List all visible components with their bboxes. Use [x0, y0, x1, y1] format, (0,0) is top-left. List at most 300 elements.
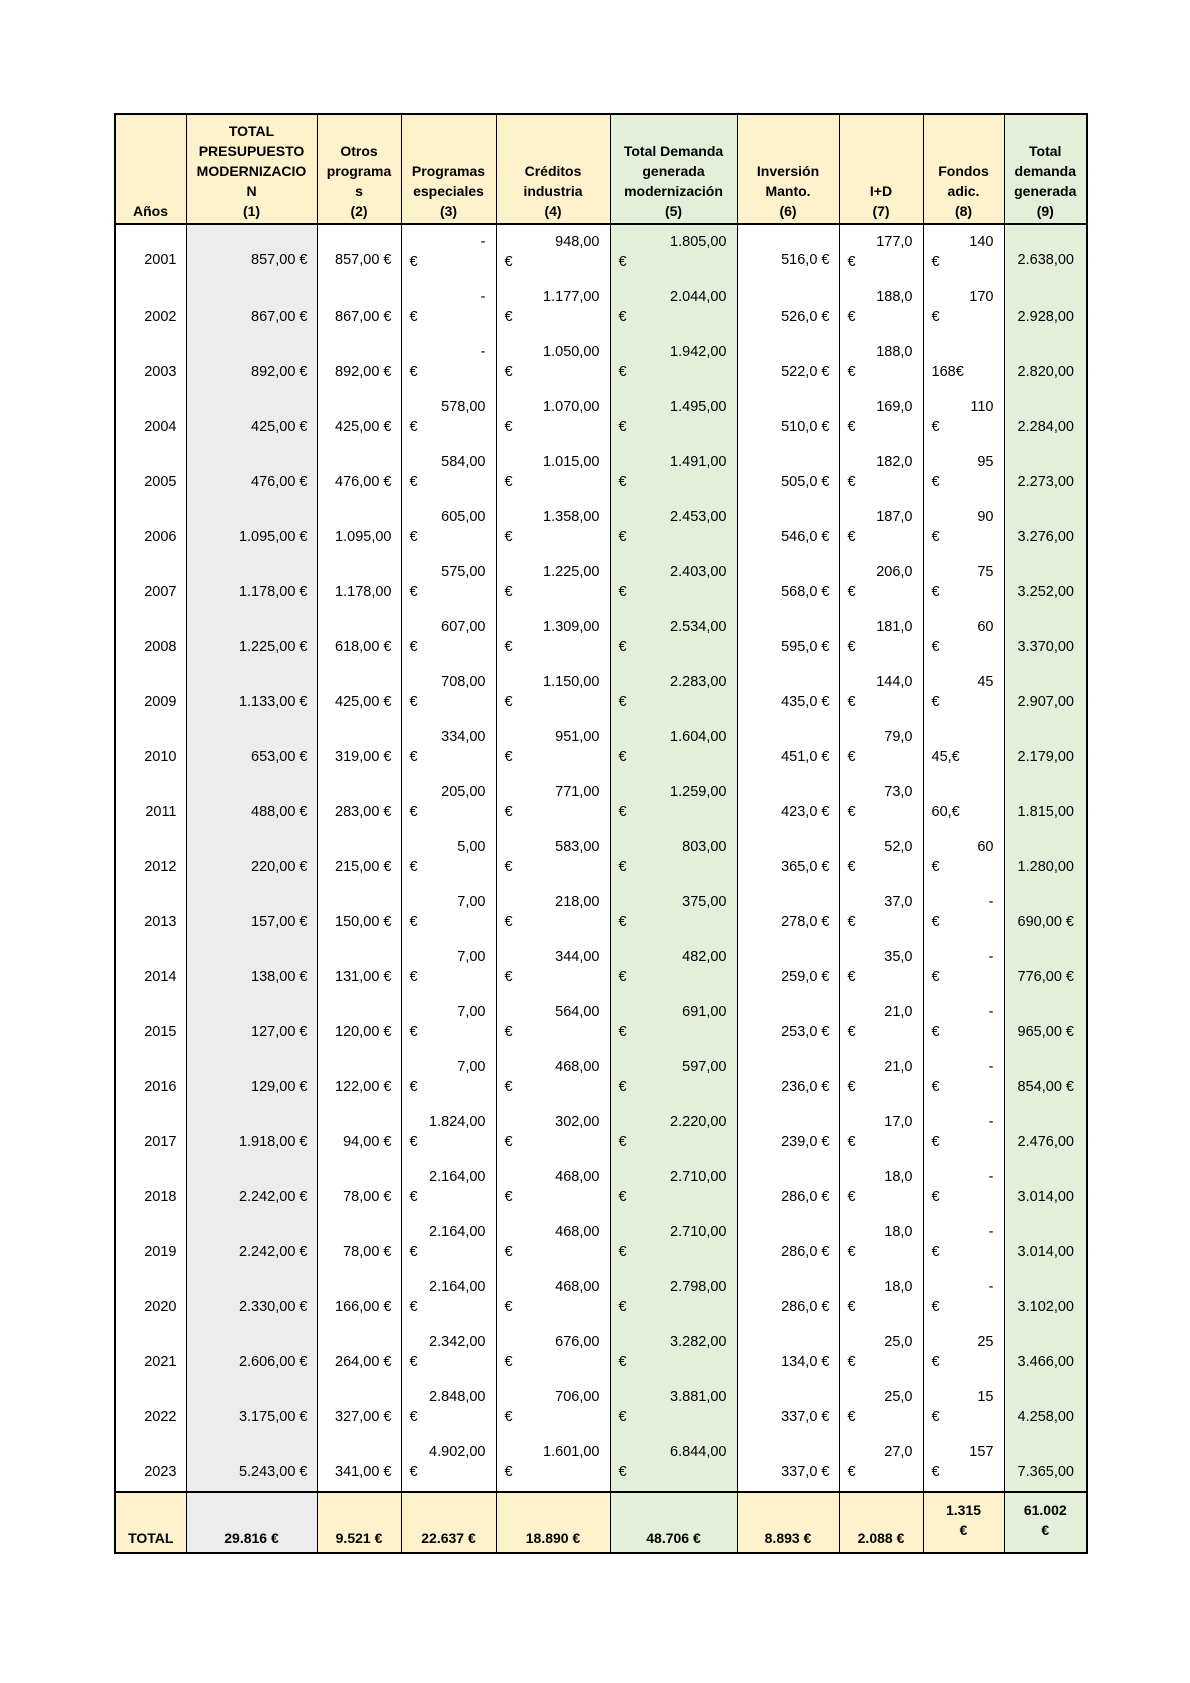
total-demanda-modernizacion-cell-bot: €: [618, 254, 627, 270]
otros-programas-cell: 215,00 €: [317, 832, 401, 887]
total-demanda-modernizacion-cell: [610, 282, 737, 337]
year-cell: 2010: [115, 722, 186, 777]
header-total-demanda-generada: [1004, 114, 1087, 224]
otros-programas-cell: 327,00 €: [317, 1382, 401, 1437]
i-d-cell: [839, 502, 923, 557]
header-total-demanda-modernizacion: [610, 114, 737, 224]
total-demanda-generada-cell: 776,00 €: [1004, 942, 1087, 997]
total-demanda-modernizacion-cell-top: 3.881,00: [670, 1389, 727, 1405]
total-demanda-generada-cell: 3.370,00: [1004, 612, 1087, 667]
creditos-industria-cell-bot: €: [504, 694, 513, 710]
programas-especiales-cell-bot: €: [409, 749, 418, 765]
programas-especiales-cell: [401, 722, 496, 777]
creditos-industria-cell-top: 1.177,00: [543, 289, 600, 305]
totals-totdem-top: 61.002: [1023, 1502, 1067, 1518]
i-d-cell: [839, 224, 923, 282]
fondos-adic-cell-top: [924, 782, 1004, 802]
header-line: I+D: [869, 183, 893, 199]
otros-programas-cell: 94,00 €: [317, 1107, 401, 1162]
fondos-adic-cell-top: [924, 342, 1004, 362]
year-cell: 2008: [115, 612, 186, 667]
total-demanda-modernizacion-cell-top: 2.403,00: [670, 564, 727, 580]
fondos-adic-cell-top: -: [988, 894, 994, 910]
i-d-cell-top: 37,0: [884, 894, 913, 910]
programas-especiales-cell: [401, 1107, 496, 1162]
total-demanda-modernizacion-cell-bot: €: [618, 1409, 627, 1425]
total-demanda-modernizacion-cell: [610, 224, 737, 282]
creditos-industria-cell-bot: €: [504, 584, 513, 600]
totals-label: TOTAL: [115, 1492, 186, 1553]
header-line: Total Demanda: [623, 143, 724, 159]
total-demanda-modernizacion-cell-top: 2.220,00: [670, 1114, 727, 1130]
fondos-adic-cell-bot: €: [931, 584, 940, 600]
total-demanda-modernizacion-cell: [610, 832, 737, 887]
i-d-cell: [839, 832, 923, 887]
inversion-manto-cell: 568,0 €: [737, 557, 839, 612]
year-cell: 2022: [115, 1382, 186, 1437]
creditos-industria-cell-bot: €: [504, 1189, 513, 1205]
fondos-adic-cell: [923, 1437, 1004, 1492]
fondos-adic-cell-bot: 168€: [931, 364, 964, 380]
creditos-industria-cell-top: 1.309,00: [543, 619, 600, 635]
creditos-industria-cell: [496, 447, 610, 502]
fondos-adic-cell: [923, 887, 1004, 942]
header-line: programa: [326, 163, 392, 179]
otros-programas-cell: 319,00 €: [317, 722, 401, 777]
fondos-adic-cell-top: -: [988, 1114, 994, 1130]
total-presupuesto-cell: 1.178,00 €: [186, 557, 317, 612]
i-d-cell: [839, 1437, 923, 1492]
inversion-manto-cell: 239,0 €: [737, 1107, 839, 1162]
total-demanda-modernizacion-cell-top: 6.844,00: [670, 1444, 727, 1460]
i-d-cell: [839, 997, 923, 1052]
programas-especiales-cell-top: 2.164,00: [429, 1224, 486, 1240]
inversion-manto-cell: 435,0 €: [737, 667, 839, 722]
i-d-cell-bot: €: [847, 1409, 856, 1425]
otros-programas-cell: 618,00 €: [317, 612, 401, 667]
creditos-industria-cell-top: 1.015,00: [543, 454, 600, 470]
programas-especiales-cell-top: 607,00: [441, 619, 486, 635]
total-demanda-generada-cell: 3.276,00: [1004, 502, 1087, 557]
inversion-manto-cell: 423,0 €: [737, 777, 839, 832]
total-demanda-modernizacion-cell: [610, 942, 737, 997]
inversion-manto-cell: 337,0 €: [737, 1382, 839, 1437]
programas-especiales-cell-top: 605,00: [441, 509, 486, 525]
fondos-adic-cell: [923, 1327, 1004, 1382]
fondos-adic-cell-top: -: [988, 1279, 994, 1295]
i-d-cell-bot: €: [847, 1189, 856, 1205]
total-demanda-generada-cell: 1.280,00: [1004, 832, 1087, 887]
programas-especiales-cell: [401, 224, 496, 282]
header-line: especiales: [413, 183, 484, 199]
programas-especiales-cell-bot: €: [409, 419, 418, 435]
total-presupuesto-cell: 2.242,00 €: [186, 1217, 317, 1272]
header-line: TOTAL: [228, 123, 275, 139]
i-d-cell-bot: €: [847, 1079, 856, 1095]
fondos-adic-cell-top: -: [988, 1169, 994, 1185]
total-presupuesto-cell: 138,00 €: [186, 942, 317, 997]
inversion-manto-cell: 595,0 €: [737, 612, 839, 667]
i-d-cell-top: 177,0: [876, 234, 913, 250]
header-line: (8): [954, 203, 973, 219]
total-demanda-modernizacion-cell: [610, 557, 737, 612]
programas-especiales-cell-bot: €: [409, 639, 418, 655]
totals-fondos-bot: €: [959, 1522, 968, 1538]
programas-especiales-cell: [401, 1272, 496, 1327]
total-demanda-modernizacion-cell-bot: €: [618, 1024, 627, 1040]
total-demanda-modernizacion-cell: [610, 337, 737, 392]
total-demanda-generada-cell: 2.284,00: [1004, 392, 1087, 447]
programas-especiales-cell-bot: €: [409, 1024, 418, 1040]
header-programas-especiales: [401, 114, 496, 224]
i-d-cell-top: 52,0: [884, 839, 913, 855]
header-i-d: [839, 114, 923, 224]
i-d-cell: [839, 337, 923, 392]
header-line: adic.: [947, 183, 980, 199]
i-d-cell-top: 17,0: [884, 1114, 913, 1130]
inversion-manto-cell: 278,0 €: [737, 887, 839, 942]
header-creditos-industria: [496, 114, 610, 224]
header-line: industria: [523, 183, 583, 199]
total-demanda-generada-cell: 7.365,00: [1004, 1437, 1087, 1492]
fondos-adic-cell-bot: €: [931, 1189, 940, 1205]
creditos-industria-cell: [496, 887, 610, 942]
total-presupuesto-cell: 857,00 €: [186, 224, 317, 282]
programas-especiales-cell: [401, 502, 496, 557]
total-demanda-generada-cell: 690,00 €: [1004, 887, 1087, 942]
i-d-cell-top: 187,0: [876, 509, 913, 525]
table-row: [115, 1162, 1087, 1217]
total-demanda-generada-cell: 4.258,00: [1004, 1382, 1087, 1437]
programas-especiales-cell-bot: €: [409, 584, 418, 600]
inversion-manto-cell: 451,0 €: [737, 722, 839, 777]
total-demanda-generada-cell: 3.466,00: [1004, 1327, 1087, 1382]
total-demanda-generada-cell: 2.907,00: [1004, 667, 1087, 722]
total-presupuesto-cell: 653,00 €: [186, 722, 317, 777]
total-presupuesto-cell: 488,00 €: [186, 777, 317, 832]
i-d-cell-bot: €: [847, 1134, 856, 1150]
inversion-manto-cell: 286,0 €: [737, 1217, 839, 1272]
total-demanda-modernizacion-cell-top: 691,00: [682, 1004, 727, 1020]
creditos-industria-cell: [496, 1327, 610, 1382]
total-demanda-generada-cell: 3.014,00: [1004, 1217, 1087, 1272]
inversion-manto-cell: 259,0 €: [737, 942, 839, 997]
i-d-cell-bot: €: [847, 529, 856, 545]
total-demanda-modernizacion-cell: [610, 612, 737, 667]
programas-especiales-cell: [401, 392, 496, 447]
programas-especiales-cell-top: 7,00: [457, 949, 486, 965]
creditos-industria-cell-bot: €: [504, 1244, 513, 1260]
i-d-cell: [839, 942, 923, 997]
programas-especiales-cell-top: 4.902,00: [429, 1444, 486, 1460]
programas-especiales-cell-top: 708,00: [441, 674, 486, 690]
total-demanda-modernizacion-cell-top: 2.283,00: [670, 674, 727, 690]
i-d-cell-bot: €: [847, 1354, 856, 1370]
fondos-adic-cell-top: 15: [977, 1389, 994, 1405]
table-row: [115, 1382, 1087, 1437]
creditos-industria-cell-bot: €: [504, 474, 513, 490]
total-demanda-modernizacion-cell: [610, 502, 737, 557]
inversion-manto-cell: 522,0 €: [737, 337, 839, 392]
i-d-cell-top: 25,0: [884, 1334, 913, 1350]
i-d-cell-bot: €: [847, 1464, 856, 1480]
fondos-adic-cell: [923, 1382, 1004, 1437]
programas-especiales-cell-bot: €: [409, 1189, 418, 1205]
otros-programas-cell: 283,00 €: [317, 777, 401, 832]
total-demanda-modernizacion-cell-top: 1.604,00: [670, 729, 727, 745]
i-d-cell: [839, 447, 923, 502]
i-d-cell-bot: €: [847, 309, 856, 325]
total-presupuesto-cell: 892,00 €: [186, 337, 317, 392]
creditos-industria-cell-bot: €: [504, 1079, 513, 1095]
total-demanda-modernizacion-cell: [610, 1107, 737, 1162]
programas-especiales-cell-bot: €: [409, 969, 418, 985]
year-cell: 2012: [115, 832, 186, 887]
i-d-cell-top: 27,0: [884, 1444, 913, 1460]
programas-especiales-cell-top: 575,00: [441, 564, 486, 580]
total-demanda-generada-cell: 965,00 €: [1004, 997, 1087, 1052]
i-d-cell: [839, 392, 923, 447]
total-demanda-modernizacion-cell-top: 2.044,00: [670, 289, 727, 305]
i-d-cell: [839, 887, 923, 942]
fondos-adic-cell-top: 140: [969, 234, 994, 250]
creditos-industria-cell-bot: €: [504, 419, 513, 435]
creditos-industria-cell-bot: €: [504, 1464, 513, 1480]
programas-especiales-cell: [401, 997, 496, 1052]
total-presupuesto-cell: 1.133,00 €: [186, 667, 317, 722]
fondos-adic-cell: [923, 997, 1004, 1052]
inversion-manto-cell: 286,0 €: [737, 1272, 839, 1327]
i-d-cell-bot: €: [847, 969, 856, 985]
creditos-industria-cell-top: 771,00: [555, 784, 600, 800]
creditos-industria-cell-bot: €: [504, 529, 513, 545]
header-line: (3): [439, 203, 458, 219]
total-demanda-modernizacion-cell-bot: €: [618, 1354, 627, 1370]
programas-especiales-cell: [401, 282, 496, 337]
header-line: Otros: [340, 143, 378, 159]
fondos-adic-cell: [923, 612, 1004, 667]
fondos-adic-cell-bot: €: [931, 474, 940, 490]
fondos-adic-cell: [923, 224, 1004, 282]
fondos-adic-cell: [923, 282, 1004, 337]
totals-inversion-manto: 8.893 €: [737, 1492, 839, 1553]
total-demanda-modernizacion-cell-top: 597,00: [682, 1059, 727, 1075]
table-row: [115, 1327, 1087, 1382]
year-cell: 2003: [115, 337, 186, 392]
budget-table: [114, 113, 1088, 1554]
i-d-cell: [839, 282, 923, 337]
i-d-cell-top: 18,0: [884, 1169, 913, 1185]
total-demanda-modernizacion-cell-bot: €: [618, 1244, 627, 1260]
programas-especiales-cell-bot: €: [409, 1464, 418, 1480]
i-d-cell-bot: €: [847, 584, 856, 600]
programas-especiales-cell-top: 2.164,00: [429, 1279, 486, 1295]
programas-especiales-cell-top: 584,00: [441, 454, 486, 470]
programas-especiales-cell-top: 334,00: [441, 729, 486, 745]
otros-programas-cell: 857,00 €: [317, 224, 401, 282]
fondos-adic-cell-bot: €: [931, 1024, 940, 1040]
total-demanda-modernizacion-cell-bot: €: [618, 1134, 627, 1150]
creditos-industria-cell-top: 468,00: [555, 1279, 600, 1295]
total-demanda-generada-cell: 2.820,00: [1004, 337, 1087, 392]
total-presupuesto-cell: 127,00 €: [186, 997, 317, 1052]
fondos-adic-cell: [923, 1217, 1004, 1272]
creditos-industria-cell-top: 468,00: [555, 1224, 600, 1240]
otros-programas-cell: 131,00 €: [317, 942, 401, 997]
totals-total-demanda-generada: [1004, 1492, 1087, 1553]
total-demanda-generada-cell: 3.102,00: [1004, 1272, 1087, 1327]
fondos-adic-cell-bot: €: [931, 1134, 940, 1150]
otros-programas-cell: 1.178,00: [317, 557, 401, 612]
totals-total-demanda-modernizacion: 48.706 €: [610, 1492, 737, 1553]
programas-especiales-cell: [401, 777, 496, 832]
header-line: (5): [664, 203, 683, 219]
totals-row: [115, 1492, 1087, 1553]
creditos-industria-cell: [496, 1272, 610, 1327]
creditos-industria-cell-top: 344,00: [555, 949, 600, 965]
header-line: demanda: [1014, 163, 1076, 179]
programas-especiales-cell-top: 5,00: [457, 839, 486, 855]
fondos-adic-cell-top: 95: [977, 454, 994, 470]
total-presupuesto-cell: 157,00 €: [186, 887, 317, 942]
i-d-cell: [839, 722, 923, 777]
programas-especiales-cell: [401, 1052, 496, 1107]
i-d-cell-top: 144,0: [876, 674, 913, 690]
total-demanda-modernizacion-cell: [610, 777, 737, 832]
fondos-adic-cell: [923, 557, 1004, 612]
total-demanda-modernizacion-cell-top: 482,00: [682, 949, 727, 965]
header-line: s: [355, 183, 363, 199]
header-line: Programas: [411, 163, 486, 179]
header-fondos-adic: [923, 114, 1004, 224]
creditos-industria-cell: [496, 997, 610, 1052]
table-row: [115, 1217, 1087, 1272]
fondos-adic-cell: [923, 722, 1004, 777]
fondos-adic-cell-top: 60: [977, 619, 994, 635]
header-line: Inversión: [756, 163, 820, 179]
i-d-cell-bot: €: [847, 419, 856, 435]
year-cell: 2001: [115, 224, 186, 282]
header-otros-programas: [317, 114, 401, 224]
table-row: [115, 777, 1087, 832]
programas-especiales-cell-bot: €: [409, 529, 418, 545]
creditos-industria-cell-bot: €: [504, 309, 513, 325]
header-line: generada: [1014, 183, 1077, 199]
creditos-industria-cell-top: 1.150,00: [543, 674, 600, 690]
table-row: [115, 392, 1087, 447]
year-cell: 2019: [115, 1217, 186, 1272]
creditos-industria-cell: [496, 1437, 610, 1492]
creditos-industria-cell-bot: €: [504, 1299, 513, 1315]
programas-especiales-cell-bot: €: [409, 364, 418, 380]
total-demanda-modernizacion-cell-bot: €: [618, 1079, 627, 1095]
total-demanda-modernizacion-cell-bot: €: [618, 694, 627, 710]
totals-i-d: 2.088 €: [839, 1492, 923, 1553]
creditos-industria-cell: [496, 337, 610, 392]
i-d-cell-bot: €: [847, 804, 856, 820]
i-d-cell: [839, 667, 923, 722]
year-cell: 2004: [115, 392, 186, 447]
creditos-industria-cell: [496, 282, 610, 337]
inversion-manto-cell: 505,0 €: [737, 447, 839, 502]
total-demanda-modernizacion-cell-bot: €: [618, 474, 627, 490]
total-demanda-modernizacion-cell-bot: €: [618, 529, 627, 545]
otros-programas-cell: 120,00 €: [317, 997, 401, 1052]
total-presupuesto-cell: 2.242,00 €: [186, 1162, 317, 1217]
programas-especiales-cell-top: -: [480, 234, 486, 250]
i-d-cell-top: 25,0: [884, 1389, 913, 1405]
programas-especiales-cell: [401, 667, 496, 722]
fondos-adic-cell: [923, 337, 1004, 392]
i-d-cell: [839, 1162, 923, 1217]
otros-programas-cell: 867,00 €: [317, 282, 401, 337]
total-demanda-generada-cell: 2.638,00: [1004, 224, 1087, 282]
programas-especiales-cell-bot: €: [409, 474, 418, 490]
total-demanda-modernizacion-cell: [610, 1162, 737, 1217]
total-demanda-modernizacion-cell: [610, 392, 737, 447]
creditos-industria-cell-bot: €: [504, 804, 513, 820]
total-presupuesto-cell: 1.095,00 €: [186, 502, 317, 557]
fondos-adic-cell: [923, 447, 1004, 502]
programas-especiales-cell-top: 2.164,00: [429, 1169, 486, 1185]
programas-especiales-cell: [401, 1327, 496, 1382]
creditos-industria-cell: [496, 502, 610, 557]
otros-programas-cell: 341,00 €: [317, 1437, 401, 1492]
fondos-adic-cell-bot: €: [931, 1079, 940, 1095]
creditos-industria-cell-bot: €: [504, 1024, 513, 1040]
inversion-manto-cell: 286,0 €: [737, 1162, 839, 1217]
year-cell: 2014: [115, 942, 186, 997]
header-total-presupuesto: [186, 114, 317, 224]
total-demanda-modernizacion-cell-bot: €: [618, 309, 627, 325]
fondos-adic-cell-top: 90: [977, 509, 994, 525]
creditos-industria-cell-bot: €: [504, 639, 513, 655]
total-demanda-modernizacion-cell-top: 1.805,00: [670, 234, 727, 250]
header-line: Fondos: [938, 163, 989, 179]
total-demanda-generada-cell: 2.273,00: [1004, 447, 1087, 502]
total-demanda-modernizacion-cell-bot: €: [618, 1464, 627, 1480]
i-d-cell: [839, 1327, 923, 1382]
fondos-adic-cell-top: 110: [970, 399, 994, 415]
total-demanda-modernizacion-cell-bot: €: [618, 859, 627, 875]
programas-especiales-cell: [401, 887, 496, 942]
header-inversion-manto: [737, 114, 839, 224]
otros-programas-cell: 78,00 €: [317, 1217, 401, 1272]
i-d-cell: [839, 1107, 923, 1162]
fondos-adic-cell: [923, 1162, 1004, 1217]
header-line: Total: [1029, 143, 1062, 159]
i-d-cell-bot: €: [847, 1244, 856, 1260]
programas-especiales-cell-top: -: [480, 289, 486, 305]
fondos-adic-cell-bot: €: [931, 419, 940, 435]
programas-especiales-cell-top: 7,00: [457, 1059, 486, 1075]
i-d-cell: [839, 777, 923, 832]
table-row: [115, 282, 1087, 337]
creditos-industria-cell: [496, 612, 610, 667]
programas-especiales-cell: [401, 447, 496, 502]
total-demanda-generada-cell: 2.928,00: [1004, 282, 1087, 337]
fondos-adic-cell-top: 25: [977, 1334, 994, 1350]
fondos-adic-cell-bot: €: [931, 639, 940, 655]
table-row: [115, 502, 1087, 557]
total-demanda-modernizacion-cell: [610, 887, 737, 942]
i-d-cell-bot: €: [847, 254, 856, 270]
otros-programas-cell: 1.095,00: [317, 502, 401, 557]
otros-programas-cell: 476,00 €: [317, 447, 401, 502]
total-presupuesto-cell: 425,00 €: [186, 392, 317, 447]
creditos-industria-cell-bot: €: [504, 1354, 513, 1370]
total-demanda-modernizacion-cell-top: 2.453,00: [670, 509, 727, 525]
